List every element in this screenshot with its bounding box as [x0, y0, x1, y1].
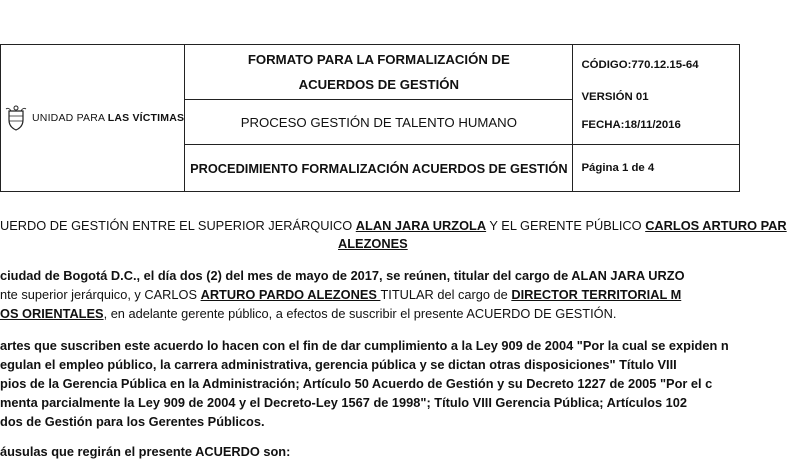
- paragraph-1-line-1: ciudad de Bogotá D.C., el día dos (2) del mes de mayo de 2017, se reúnen, titular del cargo de ALAN JARA URZO: [0, 268, 685, 283]
- page-number: Página 1 de 4: [573, 145, 740, 192]
- form-title: FORMATO PARA LA FORMALIZACIÓN DE ACUERDOS DE GESTIÓN: [185, 45, 573, 100]
- logo-text: UNIDAD PARA LAS VÍCTIMAS: [32, 112, 185, 124]
- paragraph-2-line-4: menta parcialmente la Ley 909 de 2004 y el Decreto-Ley 1567 de 1998"; Título VIII Gerencia Pública; Artículos 102: [0, 395, 687, 410]
- paragraph-1-line-3: OS ORIENTALES, en adelante gerente público, a efectos de suscribir el presente ACUERDO DE GESTIÓN.: [0, 306, 617, 321]
- coat-of-arms-icon: [5, 105, 27, 131]
- paragraph-2-line-3: pios de la Gerencia Pública en la Administración; Artículo 50 Acuerdo de Gestión y su Decreto 1227 de 2005 "Por el c: [0, 376, 713, 391]
- document-header-table: [0, 44, 740, 192]
- version-label: VERSIÓN 01: [581, 90, 649, 103]
- code-version-cell: [573, 45, 740, 145]
- paragraph-3-line-1: áusulas que regirán el presente ACUERDO son:: [0, 444, 291, 459]
- unidad-victimas-logo: [1, 105, 184, 131]
- code-label: CÓDIGO:770.12.15-64: [581, 58, 699, 71]
- paragraph-2-line-2: egulan el empleo público, la carrera administrativa, gerencia pública y se dictan otras disposiciones" Título VIII: [0, 357, 677, 372]
- paragraph-2-line-1: artes que suscriben este acuerdo lo hacen con el fin de dar cumplimiento a la Ley 909 de 2004 "Por la cual se expiden n: [0, 338, 729, 353]
- procedure-title: PROCEDIMIENTO FORMALIZACIÓN ACUERDOS DE GESTIÓN: [185, 145, 573, 192]
- logo-cell: [1, 45, 185, 192]
- gerente-name: CARLOS ARTURO PAR: [645, 218, 787, 233]
- process-title: PROCESO GESTIÓN DE TALENTO HUMANO: [185, 100, 573, 145]
- paragraph-2-line-5: dos de Gestión para los Gerentes Públicos.: [0, 414, 265, 429]
- agreement-title-line2: ALEZONES: [338, 236, 408, 251]
- date-label: FECHA:18/11/2016: [581, 118, 681, 131]
- superior-name: ALAN JARA URZOLA: [355, 218, 487, 233]
- agreement-title-line1: UERDO DE GESTIÓN ENTRE EL SUPERIOR JERÁRQUICO ALAN JARA URZOLA Y EL GERENTE PÚBLICO CARLOS ARTURO PAR: [0, 218, 787, 233]
- paragraph-1-line-2: nte superior jerárquico, y CARLOS ARTURO PARDO ALEZONES TITULAR del cargo de DIRECTOR TERRITORIAL M: [0, 287, 682, 302]
